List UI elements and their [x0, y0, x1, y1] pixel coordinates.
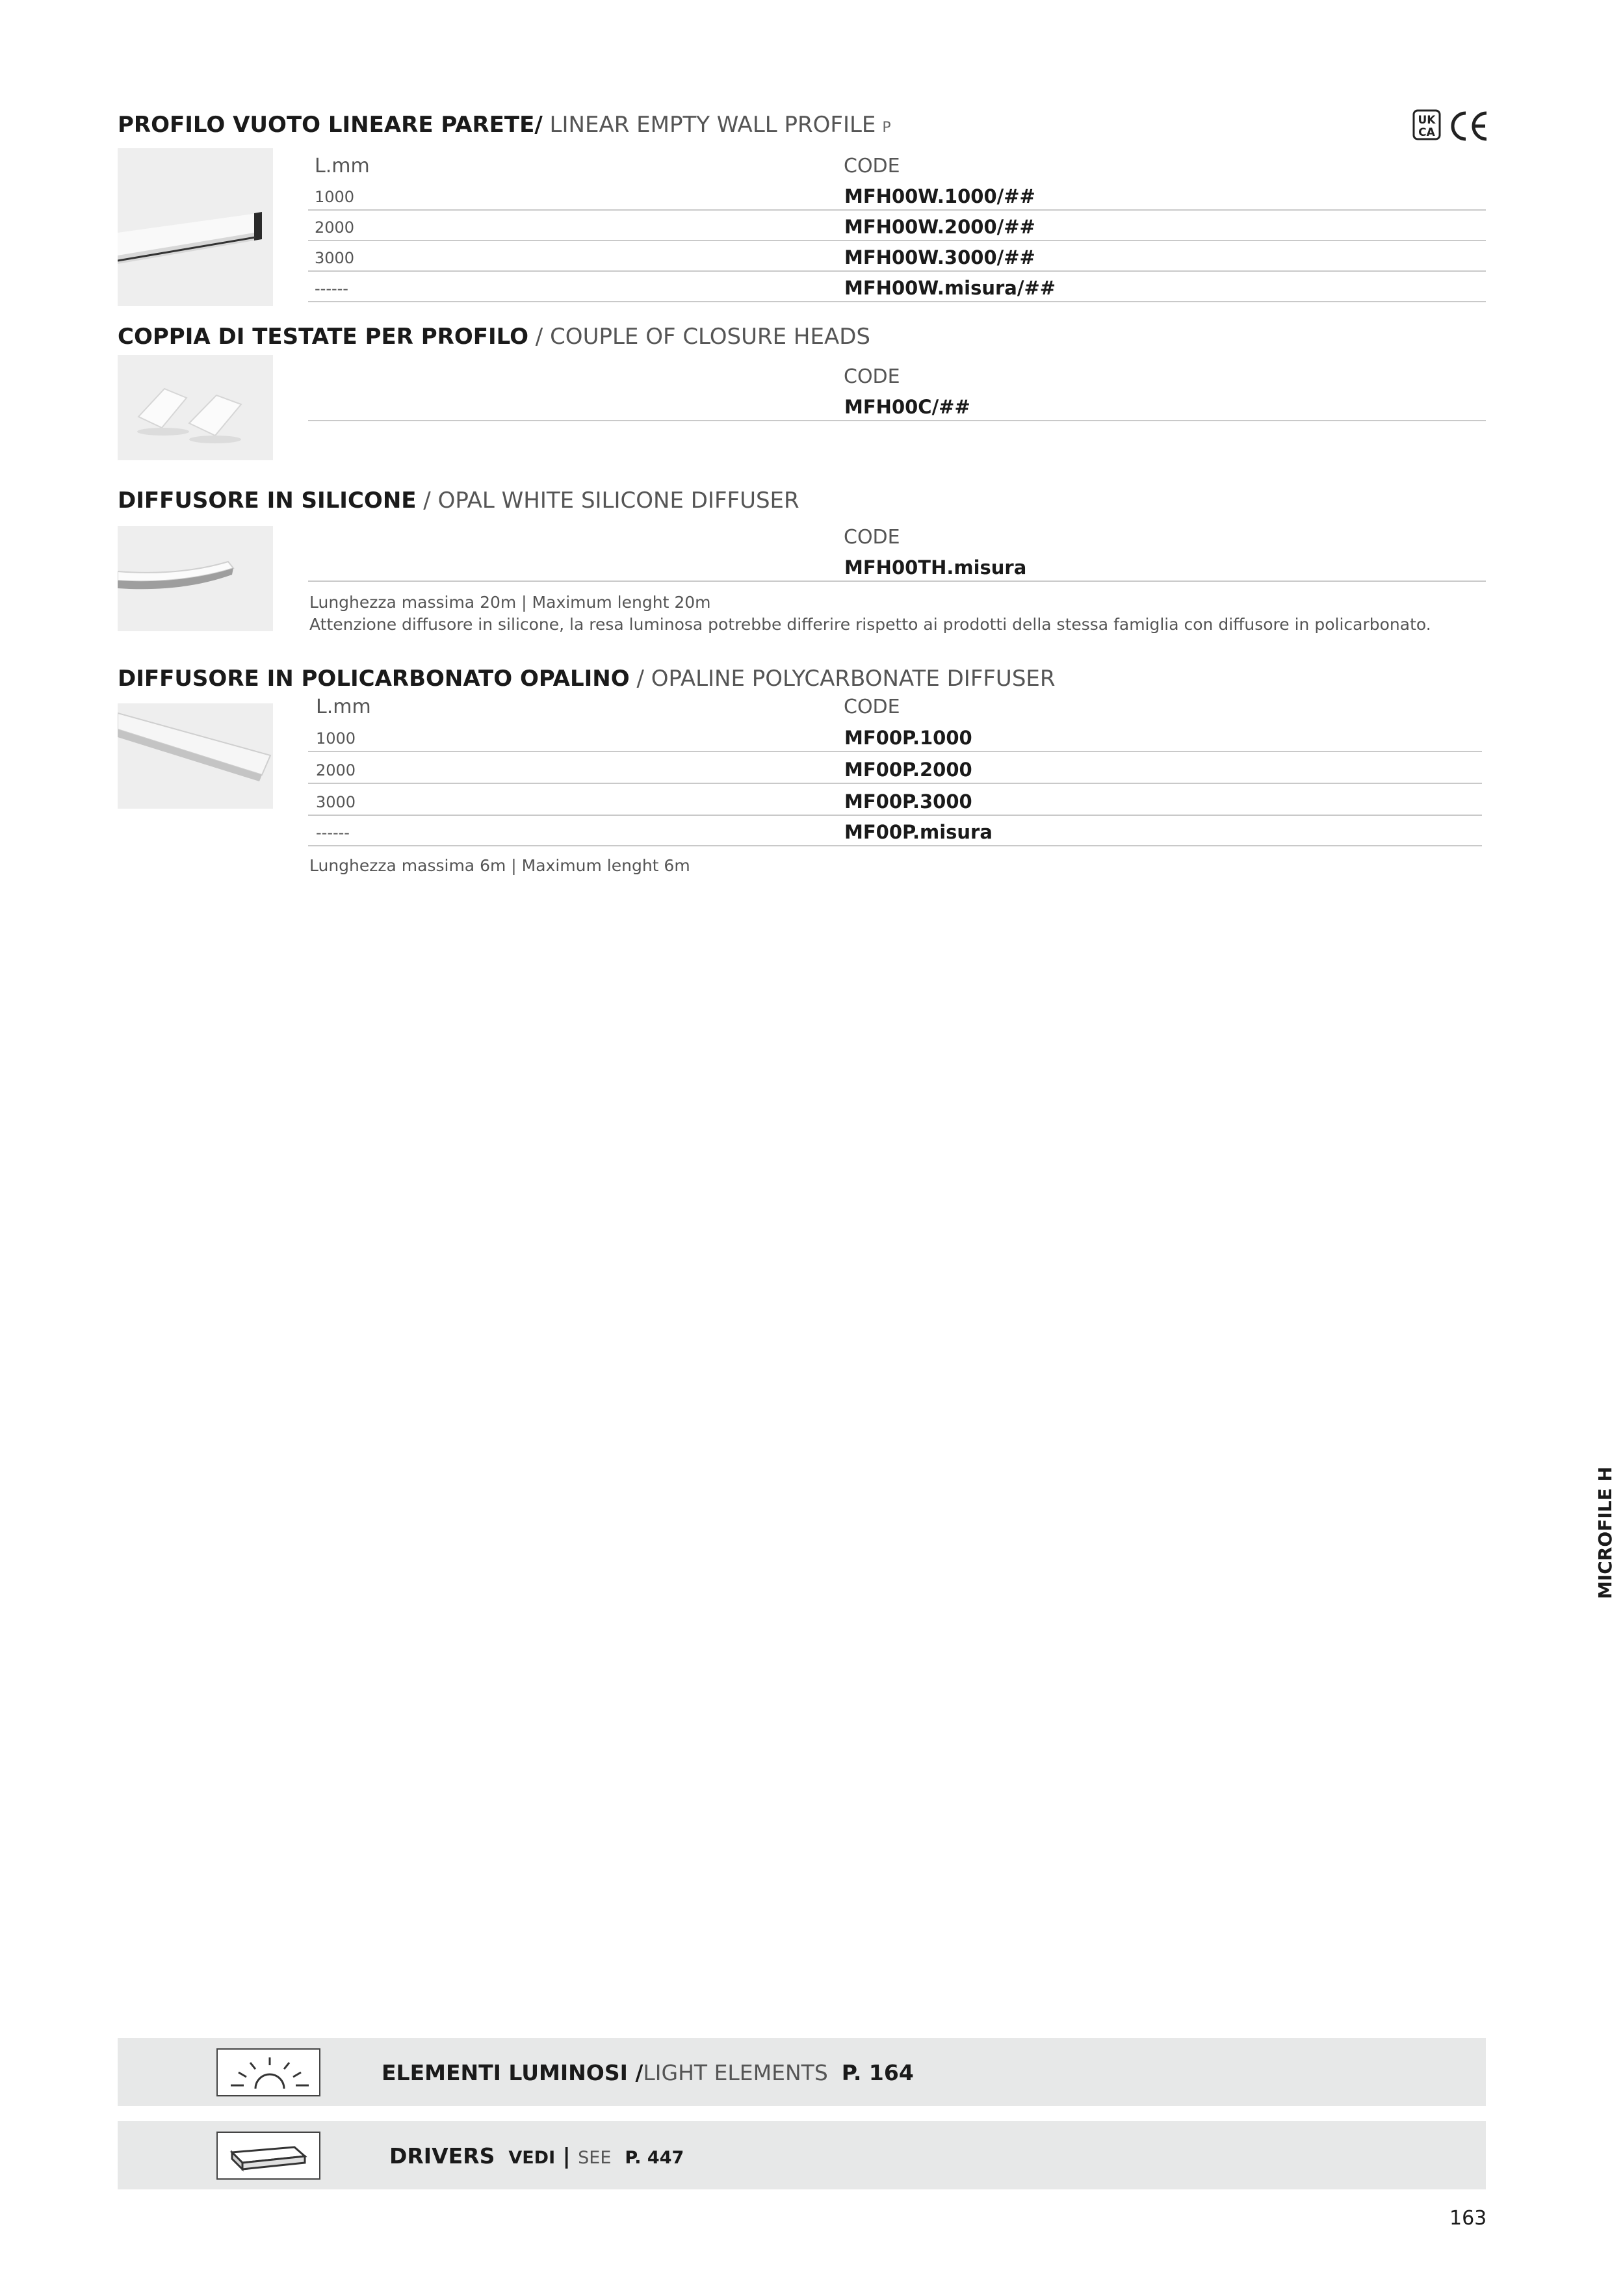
footer-page-ref: P. 164 — [841, 2060, 914, 2085]
title-it: DIFFUSORE IN SILICONE — [118, 488, 417, 514]
driver-box-icon — [216, 2132, 320, 2180]
table-row — [308, 785, 1482, 816]
closure-heads-image — [118, 355, 273, 460]
code-cell: MF00P.misura — [844, 821, 993, 843]
section-title-heads — [118, 324, 870, 350]
col-length-header: L.mm — [316, 696, 371, 718]
length-cell: ------ — [315, 280, 348, 298]
col-code-header: CODE — [844, 696, 900, 718]
footer-vedi: VEDI — [508, 2148, 556, 2168]
polycarbonate-diffuser-image — [118, 703, 273, 809]
length-cell: 3000 — [315, 249, 355, 267]
title-it: DIFFUSORE IN POLICARBONATO OPALINO — [118, 666, 630, 692]
title-en: / OPALINE POLYCARBONATE DIFFUSER — [629, 666, 1056, 692]
title-en: / OPAL WHITE SILICONE DIFFUSER — [416, 488, 799, 514]
footer-see: SEE — [578, 2148, 612, 2168]
profile-image — [118, 148, 273, 306]
certification-marks — [1412, 107, 1490, 146]
code-cell: MFH00TH.misura — [844, 556, 1027, 579]
footer-page-ref: P. 447 — [625, 2148, 684, 2168]
code-cell: MFH00W.misura/## — [844, 277, 1056, 299]
table-row — [308, 753, 1482, 784]
drivers-link[interactable] — [118, 2121, 1486, 2189]
code-cell: MF00P.1000 — [844, 727, 972, 749]
length-cell: 2000 — [315, 218, 355, 237]
section-title-polycarbonate — [118, 666, 1056, 692]
light-elements-text — [382, 2060, 914, 2085]
table-row — [308, 241, 1486, 272]
title-en: LINEAR EMPTY WALL PROFILE — [542, 112, 876, 138]
footer-label-it: DRIVERS — [389, 2143, 495, 2169]
code-cell: MFH00W.2000/## — [844, 216, 1035, 238]
length-cell: 2000 — [316, 761, 356, 779]
product-family-label: MICROFILE H — [1594, 1467, 1616, 1599]
footer-label-en: LIGHT ELEMENTS — [643, 2060, 828, 2085]
silicone-warning-note: Attenzione diffusore in silicone, la resa luminosa potrebbe differire rispetto ai prodotti della stessa famiglia con diffusore in policarbonato. — [309, 615, 1431, 634]
length-cell: ------ — [316, 824, 350, 842]
title-en: / COUPLE OF CLOSURE HEADS — [528, 324, 871, 350]
max-length-note: Lunghezza massima 20m | Maximum lenght 20m — [309, 593, 711, 612]
table-row — [308, 816, 1482, 846]
title-it: PROFILO VUOTO LINEARE PARETE/ — [118, 112, 543, 138]
code-cell: MF00P.2000 — [844, 759, 972, 781]
table-row — [308, 551, 1486, 582]
svg-text:CA: CA — [1418, 126, 1435, 139]
title-it: COPPIA DI TESTATE PER PROFILO — [118, 324, 528, 350]
col-code-header: CODE — [844, 365, 900, 388]
footer-separator: | — [555, 2143, 578, 2169]
code-cell: MFH00W.3000/## — [844, 246, 1035, 268]
table-row — [308, 211, 1486, 241]
section-title-silicone — [118, 488, 799, 514]
code-cell: MFH00C/## — [844, 396, 970, 418]
length-cell: 3000 — [316, 793, 356, 811]
light-elements-link[interactable] — [118, 2038, 1486, 2106]
ukca-ce-icon — [1412, 107, 1490, 146]
drivers-text — [389, 2143, 684, 2169]
length-cell: 1000 — [316, 729, 356, 748]
table-row — [308, 180, 1486, 211]
table-row — [308, 391, 1486, 421]
title-note: P — [882, 120, 891, 136]
table-row — [308, 722, 1482, 752]
code-cell: MF00P.3000 — [844, 790, 972, 813]
col-code-header: CODE — [844, 526, 900, 549]
table-row — [308, 272, 1486, 302]
col-length-header: L.mm — [315, 155, 370, 177]
light-bulb-icon — [216, 2048, 320, 2096]
code-cell: MFH00W.1000/## — [844, 185, 1035, 207]
footer-label-it: ELEMENTI LUMINOSI / — [382, 2060, 643, 2085]
section-title-profile — [118, 112, 891, 141]
silicone-diffuser-image — [118, 526, 273, 631]
col-code-header: CODE — [844, 155, 900, 177]
max-length-note: Lunghezza massima 6m | Maximum lenght 6m — [309, 856, 690, 875]
page-number: 163 — [1449, 2207, 1487, 2230]
length-cell: 1000 — [315, 188, 355, 206]
svg-text:UK: UK — [1418, 114, 1436, 127]
